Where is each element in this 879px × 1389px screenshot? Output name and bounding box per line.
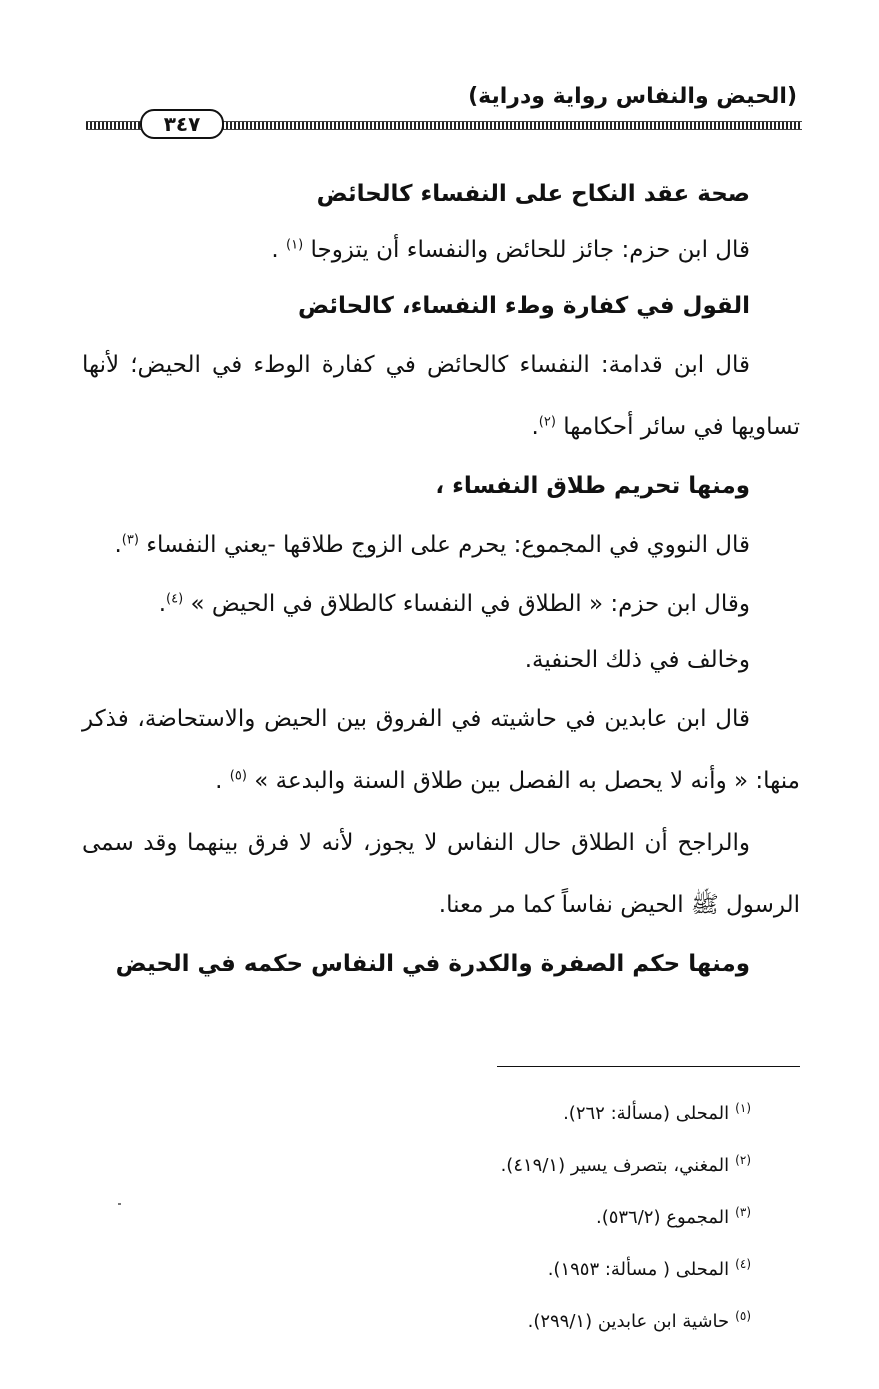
main-text (82, 166, 800, 992)
paragraph-text: قال ابن عابدين في حاشيته في الفروق بين الحيض والاستحاضة، فذكر منها: « وأنه لا يحصل به الفصل بين طلاق السنة والبدعة » (82, 706, 800, 794)
footnote-text: المحلى ( مسألة: ١٩٥٣). (547, 1259, 730, 1280)
footnote-2 (191, 1134, 751, 1186)
period: . (215, 768, 223, 794)
paragraph-text: وقال ابن حزم: « الطلاق في النفساء كالطلاق في الحيض » (190, 591, 750, 617)
paragraph-text: قال النووي في المجموع: يحرم على الزوج طلاقها -يعني النفساء (146, 532, 750, 558)
paragraph-nawawi (82, 514, 800, 576)
footnote-number: (١) (735, 1101, 751, 1115)
period: . (531, 414, 539, 440)
section-heading-expiation: القول في كفارة وطء النفساء، كالحائض (297, 293, 750, 319)
footnote-text: المغني، بتصرف يسير (٤١٩/١). (500, 1155, 730, 1176)
period: . (114, 532, 122, 558)
section-heading-yellowish-discharge: ومنها حكم الصفرة والكدرة في النفاس حكمه في الحيض (115, 951, 750, 977)
paragraph-text: قال ابن قدامة: النفساء كالحائض في كفارة الوطء في الحيض؛ لأنها تساويها في سائر أحكامها (82, 352, 800, 440)
footnote-text: حاشية ابن عابدين (٢٩٩/١). (527, 1311, 730, 1332)
running-header-title: (الحيض والنفاس رواية ودراية) (468, 84, 797, 109)
footnote-ref: (١) (286, 237, 304, 253)
footnote-5 (191, 1290, 751, 1342)
period: . (271, 237, 279, 263)
footnote-ref: (٢) (538, 414, 556, 430)
footnote-ref: (٤) (166, 591, 184, 607)
scan-speck (118, 1203, 121, 1205)
footnote-1 (191, 1082, 751, 1134)
paragraph-hanafi: وخالف في ذلك الحنفية. (524, 647, 750, 673)
footnote-number: (٥) (735, 1309, 751, 1323)
footnote-4 (191, 1238, 751, 1290)
period: . (158, 591, 167, 617)
paragraph-ibn-hazm-divorce (82, 576, 800, 632)
footnote-3 (191, 1186, 751, 1238)
footnote-text: المحلى (مسألة: ٢٦٢). (563, 1103, 730, 1124)
paragraph-ibn-abidin (82, 688, 800, 812)
footnote-ref: (٣) (121, 532, 139, 548)
footnote-ref: (٥) (229, 768, 247, 784)
page-number: ٣٤٧ (140, 109, 224, 139)
footnote-separator (497, 1066, 800, 1067)
paragraph-ibn-qudama (82, 334, 800, 458)
footnote-number: (٣) (735, 1205, 751, 1219)
section-heading-marriage: صحة عقد النكاح على النفساء كالحائض (316, 181, 750, 207)
section-heading-divorce: ومنها تحريم طلاق النفساء ، (435, 473, 750, 499)
paragraph-text: قال ابن حزم: جائز للحائض والنفساء أن يتزوجا (310, 237, 750, 263)
footnotes (191, 1082, 751, 1342)
paragraph-preponderant-view: والراجح أن الطلاق حال النفاس لا يجوز، لأنه لا فرق بينهما وقد سمى الرسول ﷺ الحيض نفاساً كما مر معنا. (82, 830, 800, 918)
footnote-number: (٤) (735, 1257, 751, 1271)
paragraph-ibn-hazm-marriage (82, 222, 800, 278)
footnote-number: (٢) (735, 1153, 751, 1167)
footnote-text: المجموع (٥٣٦/٢). (595, 1207, 730, 1228)
